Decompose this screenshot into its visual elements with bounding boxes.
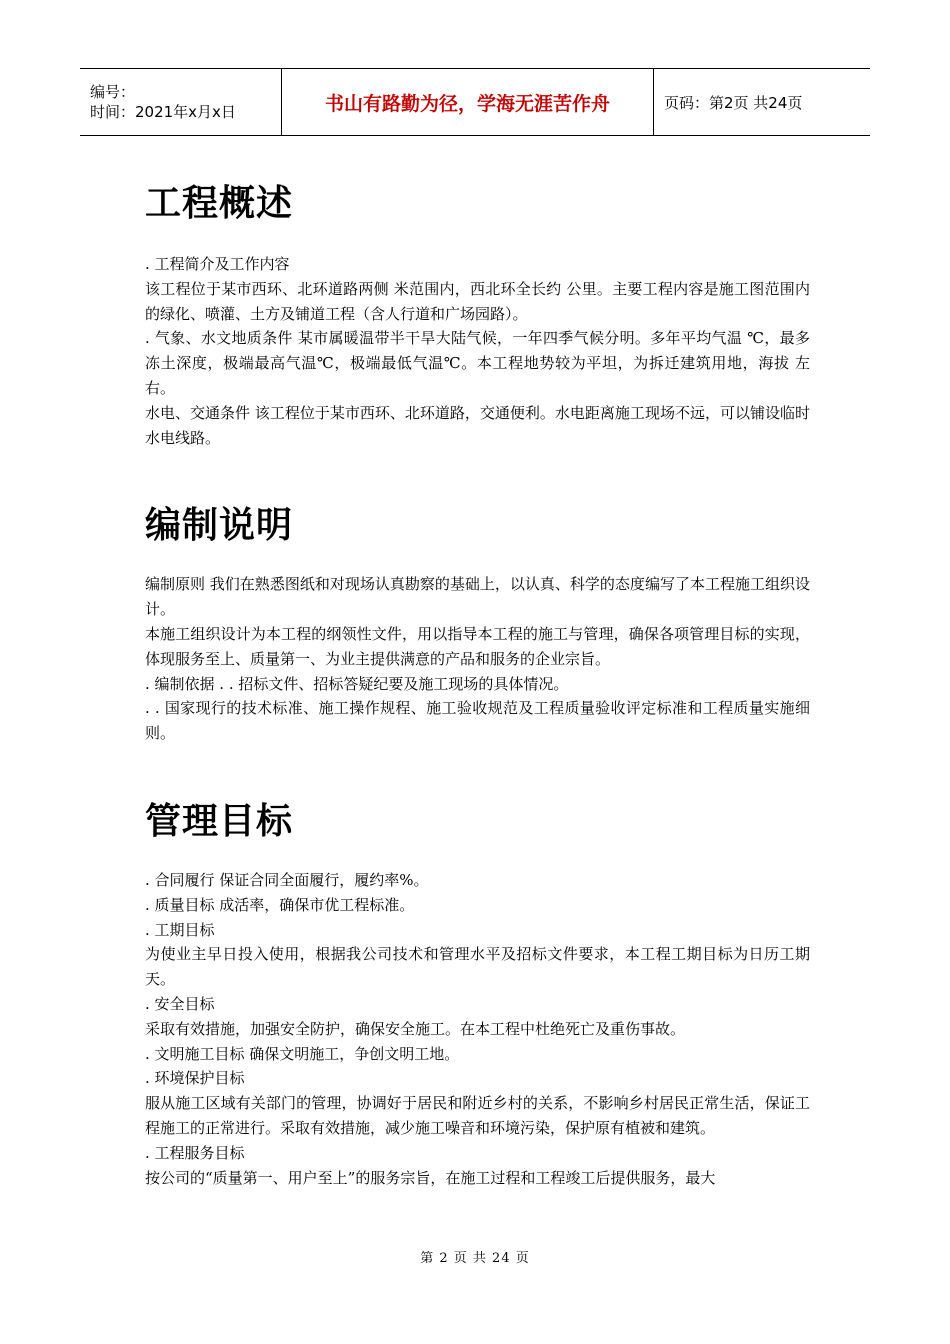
- header-page-number: 页码：第2页 共24页: [664, 93, 803, 112]
- section-title-goals: 管理目标: [145, 800, 294, 842]
- paragraph: . 合同履行 保证合同全面履行，履约率%。: [145, 870, 429, 889]
- paragraph: 按公司的“质量第一、用户至上”的服务宗旨，在施工过程和工程竣工后提供服务，最大: [145, 1168, 716, 1187]
- paragraph: . 工程服务目标: [145, 1143, 245, 1162]
- paragraph: 为使业主早日投入使用，根据我公司技术和管理水平及招标文件要求，本工程工期目标为日历工期 天。: [145, 945, 810, 989]
- paragraph: 编制原则 我们在熟悉图纸和对现场认真勘察的基础上，以认真、科学的态度编写了本工程施工组织设计。: [145, 575, 810, 619]
- paragraph: . 质量目标 成活率，确保市优工程标准。: [145, 895, 415, 914]
- page-footer: 第 2 页 共 24 页: [420, 1251, 530, 1266]
- document-number: 编号：: [90, 83, 136, 101]
- paragraph: . 文明施工目标 确保文明施工，争创文明工地。: [145, 1044, 460, 1063]
- paragraph: . 环境保护目标: [145, 1069, 245, 1088]
- paragraph: 采取有效措施，加强安全防护，确保安全施工。在本工程中杜绝死亡及重伤事故。: [145, 1019, 686, 1038]
- paragraph: 本施工组织设计为本工程的纲领性文件，用以指导本工程的施工与管理，确保各项管理目标的实现，体现服务至上、质量第一、为业主提供满意的产品和服务的企业宗旨。: [145, 624, 810, 668]
- section-title-compilation: 编制说明: [145, 505, 294, 547]
- header-meta: [80, 69, 282, 135]
- paragraph: . 编制依据 . . 招标文件、招标答疑纪要及施工现场的具体情况。: [145, 674, 569, 693]
- section-title-overview: 工程概述: [145, 183, 294, 224]
- paragraph: 服从施工区域有关部门的管理，协调好于居民和附近乡村的关系，不影响乡村居民正常生活，保证工程施工的正常进行。采取有效措施，减少施工噪音和环境污染，保护原有植被和建筑。: [145, 1094, 810, 1137]
- paragraph: . 工期目标: [145, 920, 215, 939]
- paragraph: 水电、交通条件 该工程位于某市西环、北环道路，交通便利。水电距离施工现场不远，可以铺设临时水电线路。: [145, 403, 810, 447]
- page-header: [80, 68, 870, 136]
- header-motto: 书山有路勤为径，学海无涯苦作舟: [282, 69, 654, 135]
- paragraph: . 气象、水文地质条件 某市属暖温带半干旱大陆气候，一年四季气候分明。多年平均气温 ℃，最多冻土深度，极端最高气温℃，极端最低气温℃。本工程地势较为平坦，为拆迁建筑用地，海拔 左右。: [145, 329, 810, 397]
- document-date: 时间：2021年x月x日: [90, 103, 236, 121]
- paragraph: . . 国家现行的技术标准、施工操作规程、施工验收规范及工程质量验收评定标准和工程质量实施细则。: [145, 699, 810, 743]
- paragraph: . 安全目标: [145, 994, 215, 1013]
- paragraph: 该工程位于某市西环、北环道路两侧 米范围内，西北环全长约 公里。主要工程内容是施工图范围内的绿化、喷灌、土方及铺道工程（含人行道和广场园路）。: [145, 279, 810, 323]
- document-body: [145, 176, 810, 1190]
- paragraph: . 工程简介及工作内容: [145, 255, 290, 273]
